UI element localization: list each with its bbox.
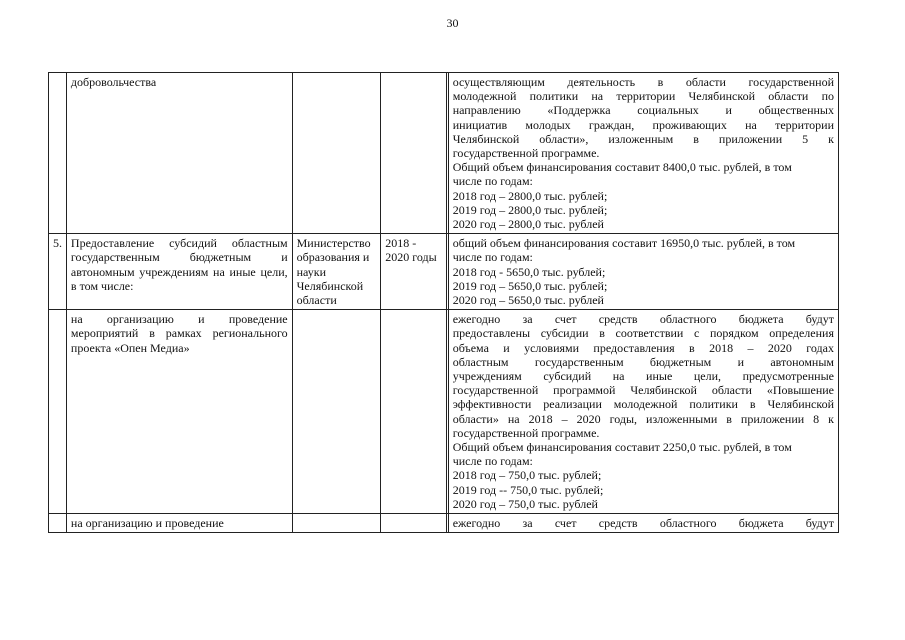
term-cell bbox=[381, 514, 446, 533]
executor-cell bbox=[292, 514, 381, 533]
description-line: государственной программе. bbox=[452, 146, 600, 161]
table-row bbox=[49, 234, 839, 310]
description-line: общий объем финансирования составит 16950,0 тыс. рублей, в том bbox=[452, 236, 796, 251]
page-number: 30 bbox=[446, 16, 459, 30]
executor-cell bbox=[292, 310, 381, 514]
description-line: предоставлены субсидии в соответствии с порядком определения bbox=[452, 326, 834, 341]
description-line: государственной программе. bbox=[452, 425, 600, 440]
row-number-cell: 5. bbox=[49, 234, 67, 310]
table-row bbox=[49, 310, 839, 514]
description-line: государственной программой Челябинской области «Повышение bbox=[452, 383, 834, 398]
description-line: осуществляющим деятельность в области государственной bbox=[452, 75, 834, 89]
description-line: Общий объем финансирования составит 8400,0 тыс. рублей, в том bbox=[452, 160, 792, 175]
description-line: области» на 2018 – 2020 годы, изложенными в приложении 8 к bbox=[452, 411, 834, 426]
term-cell bbox=[381, 73, 446, 234]
term-cell: 2018 - 2020 годы bbox=[381, 234, 446, 310]
description-line: 2018 год - 5650,0 тыс. рублей; bbox=[452, 264, 606, 279]
description-line: 2020 год – 750,0 тыс. рублей bbox=[452, 496, 598, 511]
description-line: числе по годам: bbox=[452, 174, 533, 189]
description-cell bbox=[448, 234, 838, 310]
description-line: 2018 год – 750,0 тыс. рублей; bbox=[452, 468, 602, 483]
description-cell bbox=[448, 310, 838, 514]
description-line: Общий объем финансирования составит 2250,0 тыс. рублей, в том bbox=[452, 440, 792, 455]
executor-cell: Министерство образования и науки Челябинской области bbox=[292, 234, 381, 310]
event-name-cell: на организацию и проведение мероприятий в рамках регионального проекта «Опен Медиа» bbox=[66, 310, 292, 514]
table-row bbox=[49, 514, 839, 533]
description-line: инициатив молодых граждан, проживающих на территории bbox=[452, 117, 834, 132]
description-line: 2020 год – 5650,0 тыс. рублей bbox=[452, 293, 604, 308]
description-line: Челябинской области», изложенным в приложении 5 к bbox=[452, 131, 834, 146]
event-name-cell: Предоставление субсидий областным государственным бюджетным и автономным учреждениям на иные цели, в том числе: bbox=[66, 234, 292, 310]
description-cell bbox=[448, 73, 838, 234]
description-line: 2019 год -- 750,0 тыс. рублей; bbox=[452, 482, 604, 497]
description-cell bbox=[448, 514, 838, 533]
description-line: 2019 год – 5650,0 тыс. рублей; bbox=[452, 278, 608, 293]
row-number-cell bbox=[49, 514, 67, 533]
program-table bbox=[48, 72, 839, 533]
executor-cell bbox=[292, 73, 381, 234]
event-name-cell: на организацию и проведение bbox=[66, 514, 292, 533]
description-line: молодежной политики на территории Челябинской области по bbox=[452, 89, 834, 104]
description-line: 2019 год – 2800,0 тыс. рублей; bbox=[452, 202, 608, 217]
description-line: учреждениям субсидий на иные цели, предусмотренные bbox=[452, 369, 834, 384]
event-name-cell: добровольчества bbox=[66, 73, 292, 234]
description-line: направлению «Поддержка социальных и общественных bbox=[452, 103, 834, 118]
term-cell bbox=[381, 310, 446, 514]
description-line: объема и условиями предоставления в 2018 – 2020 годах bbox=[452, 340, 834, 355]
table-row bbox=[49, 73, 839, 234]
description-line: 2020 год – 2800,0 тыс. рублей bbox=[452, 217, 604, 232]
description-line: областным государственным бюджетным и автономным bbox=[452, 354, 834, 369]
description-line: ежегодно за счет средств областного бюджета будут bbox=[452, 312, 834, 327]
description-line: числе по годам: bbox=[452, 454, 533, 469]
row-number-cell bbox=[49, 310, 67, 514]
row-number-cell bbox=[49, 73, 67, 234]
description-line: ежегодно за счет средств областного бюджета будут bbox=[452, 516, 834, 531]
description-line: числе по годам: bbox=[452, 250, 533, 265]
description-line: 2018 год – 2800,0 тыс. рублей; bbox=[452, 188, 608, 203]
description-line: эффективности реализации молодежной политики в Челябинской bbox=[452, 397, 834, 412]
